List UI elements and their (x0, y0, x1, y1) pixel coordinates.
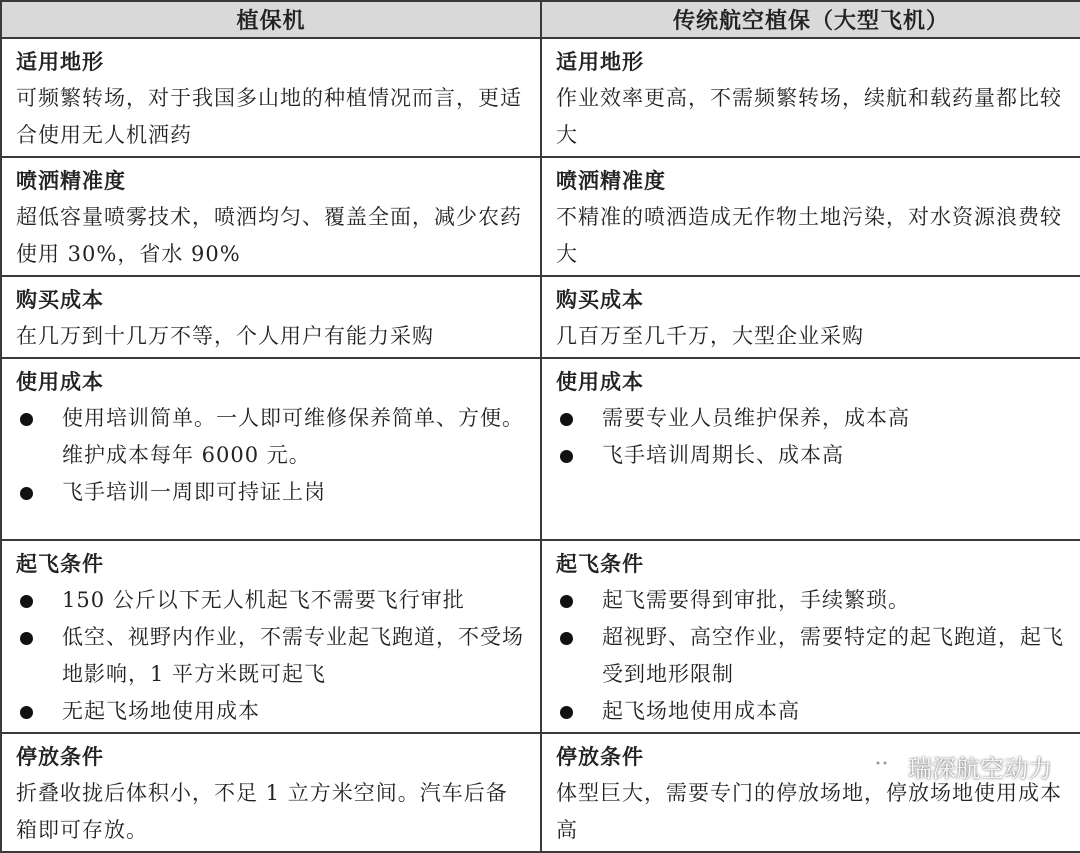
table-row (1, 38, 1080, 157)
list-item (556, 400, 1066, 437)
table-cell (1, 157, 541, 276)
list-item (16, 582, 526, 619)
table-cell (1, 276, 541, 358)
table-row (1, 157, 1080, 276)
list-item (556, 619, 1066, 693)
list-item-text: 150 公斤以下无人机起飞不需要飞行审批 (62, 588, 465, 612)
bullet-icon (20, 706, 33, 719)
table-cell (1, 358, 541, 540)
cell-title: 适用地形 (16, 49, 104, 74)
cell-text: 体型巨大，需要专门的停放场地，停放场地使用成本高 (556, 781, 1062, 842)
cell-title: 购买成本 (16, 287, 104, 312)
table-cell (541, 157, 1080, 276)
list-item (16, 400, 526, 474)
cell-title: 使用成本 (556, 369, 644, 394)
bullet-list (556, 582, 1066, 730)
watermark (870, 749, 1052, 784)
table-row (1, 358, 1080, 540)
list-item-text: 需要专业人员维护保养，成本高 (602, 406, 910, 430)
bullet-list (16, 400, 526, 511)
bullet-icon (560, 595, 573, 608)
cell-title: 起飞条件 (556, 551, 644, 576)
watermark-text: 瑞深航空动力 (908, 755, 1052, 783)
list-item (556, 582, 1066, 619)
table-row (1, 540, 1080, 733)
list-item (16, 619, 526, 693)
table-row (1, 276, 1080, 358)
list-item (556, 693, 1066, 730)
cell-text: 几百万至几千万，大型企业采购 (556, 324, 864, 348)
list-item-text: 无起飞场地使用成本 (62, 699, 260, 723)
list-item-text: 飞手培训周期长、成本高 (602, 443, 844, 467)
cell-title: 起飞条件 (16, 551, 104, 576)
cell-title: 适用地形 (556, 49, 644, 74)
list-item (16, 693, 526, 730)
bullet-icon (20, 632, 33, 645)
bullet-icon (20, 487, 33, 500)
cell-text: 超低容量喷雾技术，喷洒均匀、覆盖全面，减少农药使用 30%，省水 90% (16, 205, 522, 266)
table-cell (1, 38, 541, 157)
bullet-icon (560, 706, 573, 719)
bullet-list (16, 582, 526, 730)
header-traditional-aviation: 传统航空植保（大型飞机） (541, 1, 1080, 38)
list-item-text: 超视野、高空作业，需要特定的起飞跑道，起飞受到地形限制 (602, 625, 1064, 686)
bullet-icon (20, 413, 33, 426)
header-row (1, 1, 1080, 38)
cell-title: 停放条件 (16, 744, 104, 769)
list-item (556, 437, 1066, 474)
cell-text: 折叠收拢后体积小，不足 1 立方米空间。汽车后备箱即可存放。 (16, 781, 508, 842)
bullet-list (556, 400, 1066, 474)
table-cell (541, 358, 1080, 540)
list-item (16, 474, 526, 511)
cell-title: 喷洒精准度 (556, 168, 666, 193)
wechat-icon (870, 754, 900, 780)
list-item-text: 使用培训简单。一人即可维修保养简单、方便。维护成本每年 6000 元。 (62, 406, 524, 467)
cell-text: 在几万到十几万不等，个人用户有能力采购 (16, 324, 434, 348)
cell-title: 停放条件 (556, 744, 644, 769)
cell-title: 使用成本 (16, 369, 104, 394)
bullet-icon (560, 450, 573, 463)
list-item-text: 起飞需要得到审批，手续繁琐。 (602, 588, 910, 612)
cell-text: 可频繁转场，对于我国多山地的种植情况而言，更适合使用无人机洒药 (16, 86, 522, 147)
cell-text: 不精准的喷洒造成无作物土地污染，对水资源浪费较大 (556, 205, 1062, 266)
list-item-text: 飞手培训一周即可持证上岗 (62, 480, 326, 504)
list-item-text: 起飞场地使用成本高 (602, 699, 800, 723)
cell-title: 喷洒精准度 (16, 168, 126, 193)
bullet-icon (560, 413, 573, 426)
bullet-icon (20, 595, 33, 608)
table-cell (541, 38, 1080, 157)
cell-text: 作业效率更高，不需频繁转场，续航和载药量都比较大 (556, 86, 1062, 147)
header-drone: 植保机 (1, 1, 541, 38)
table-cell (541, 540, 1080, 733)
bullet-icon (560, 632, 573, 645)
table-cell (1, 540, 541, 733)
list-item-text: 低空、视野内作业，不需专业起飞跑道，不受场地影响，1 平方米既可起飞 (62, 625, 524, 686)
table-cell (1, 733, 541, 852)
table-cell (541, 276, 1080, 358)
cell-title: 购买成本 (556, 287, 644, 312)
